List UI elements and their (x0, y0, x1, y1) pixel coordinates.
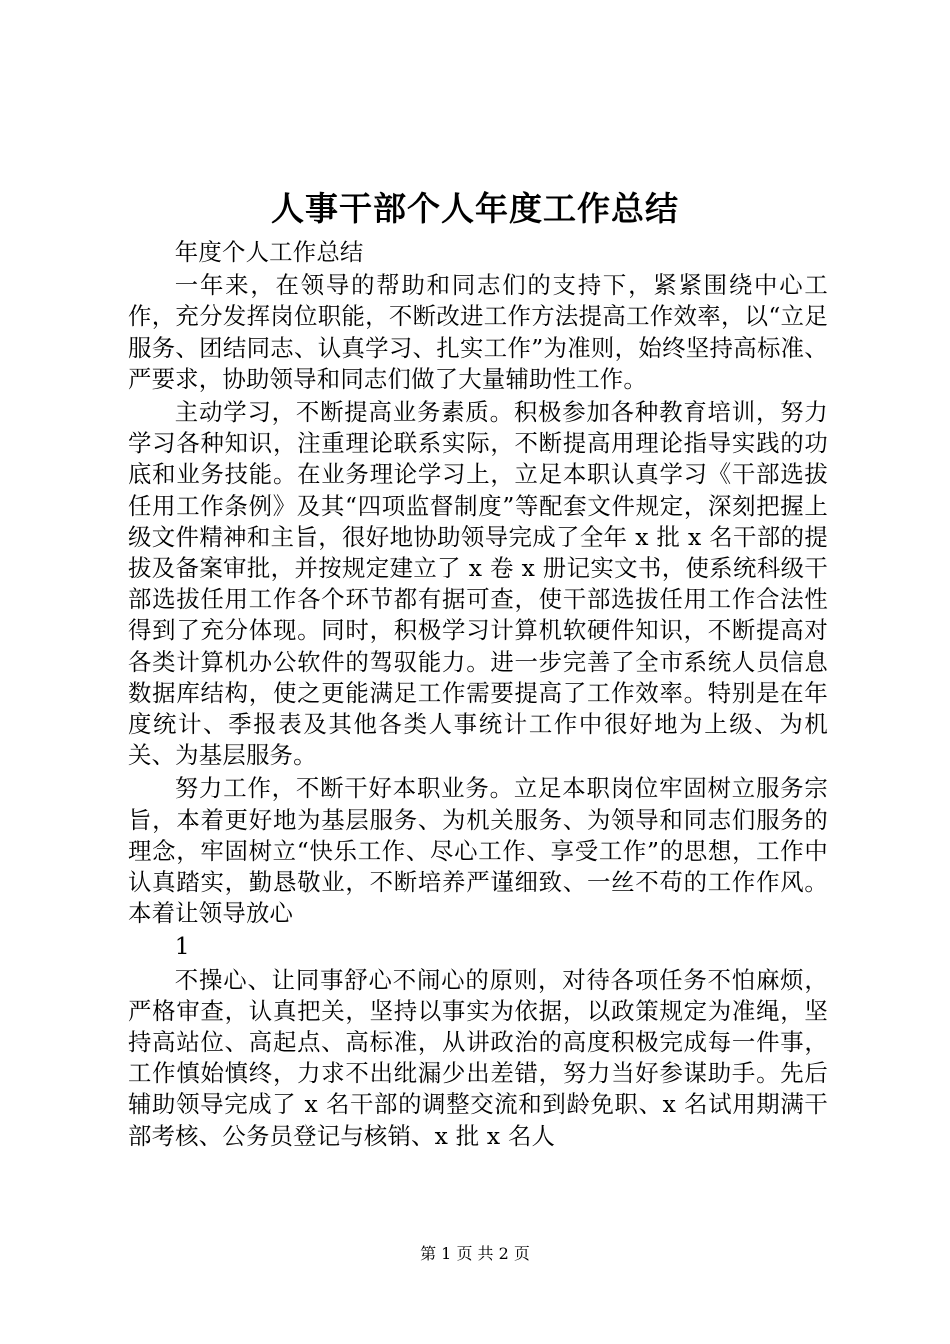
paragraph-3: 努力工作，不断干好本职业务。立足本职岗位牢固树立服务宗旨，本着更好地为基层服务、为机关服务、为领导和同志们服务的理念，牢固树立“快乐工作、尽心工作、享受工作”的思想，工作中认真踏实，勤恳敬业，不断培养严谨细致、一丝不苟的工作作风。本着让领导放心 (128, 774, 828, 928)
inline-page-number: 1 (174, 932, 190, 961)
page-footer: 第 1 页 共 2 页 (420, 1244, 530, 1263)
document-body (128, 237, 828, 1154)
paragraph-1: 一年来，在领导的帮助和同志们的支持下，紧紧围绕中心工作，充分发挥岗位职能，不断改进工作方法提高工作效率，以“立足服务、团结同志、认真学习、扎实工作”为准则，始终坚持高标准、严要求，协助领导和同志们做了大量辅助性工作。 (128, 271, 828, 393)
paragraph-4: 不操心、让同事舒心不闹心的原则，对待各项任务不怕麻烦，严格审查，认真把关，坚持以事实为依据，以政策规定为准绳，坚持高站位、高起点、高标准，从讲政治的高度积极完成每一件事，工作慎始慎终，力求不出纰漏少出差错，努力当好参谋助手。先后辅助领导完成了 x 名干部的调整交流和到龄免职、x 名试用期满干部考核、公务员登记与核销、x 批 x 名人 (128, 965, 828, 1150)
paragraph-2: 主动学习，不断提高业务素质。积极参加各种教育培训，努力学习各种知识，注重理论联系实际，不断提高用理论指导实践的功底和业务技能。在业务理论学习上，立足本职认真学习《干部选拔任用工作条例》及其“四项监督制度”等配套文件规定，深刻把握上级文件精神和主旨，很好地协助领导完成了全年 x 批 x 名干部的提拔及备案审批，并按规定建立了 x 卷 x 册记实文书，使系统科级干部选拔任用工作各个环节都有据可查，使干部选拔任用工作合法性得到了充分体现。同时，积极学习计算机软硬件知识，不断提高对各类计算机办公软件的驾驭能力。进一步完善了全市系统人员信息数据库结构，使之更能满足工作需要提高了工作效率。特别是在年度统计、季报表及其他各类人事统计工作中很好地为上级、为机关、为基层服务。 (128, 398, 828, 770)
document-title: 人事干部个人年度工作总结 (271, 189, 679, 228)
subtitle-line: 年度个人工作总结 (174, 238, 364, 266)
